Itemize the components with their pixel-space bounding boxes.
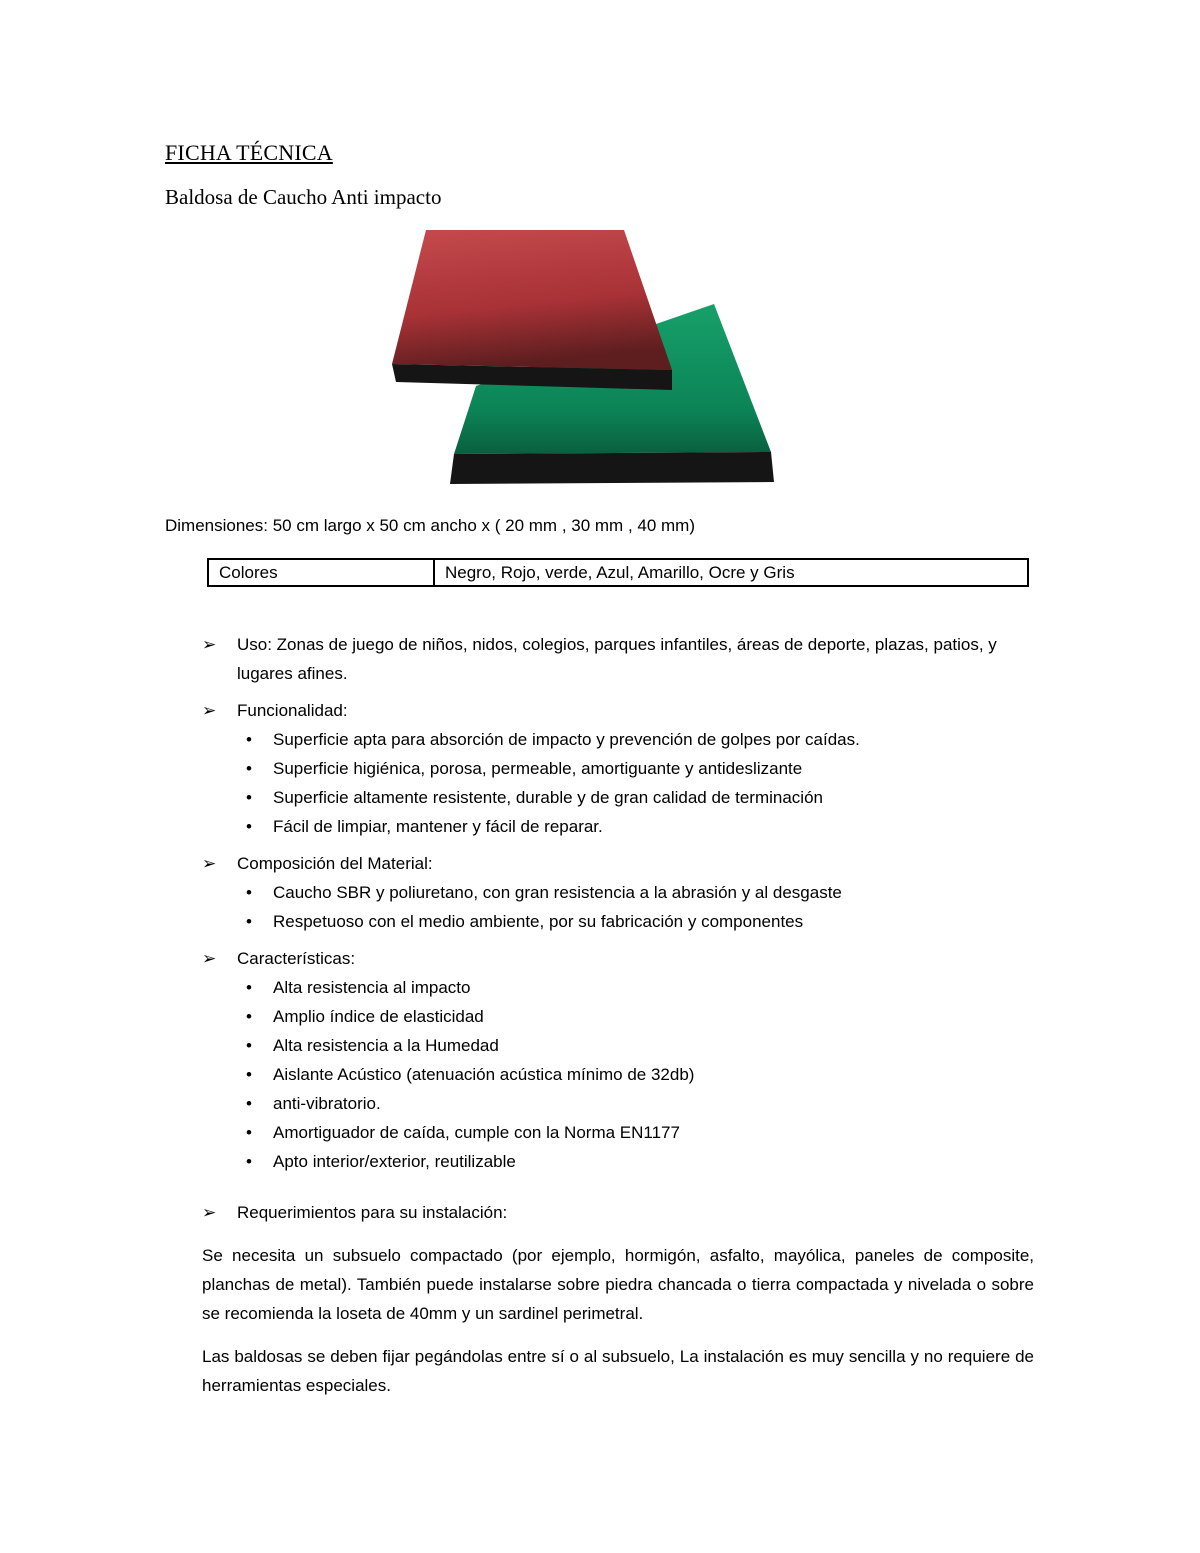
document-subtitle: Baldosa de Caucho Anti impacto <box>165 185 442 209</box>
document-title: FICHA TÉCNICA <box>165 140 333 165</box>
funcionalidad-heading: Funcionalidad: <box>237 701 348 720</box>
composicion-heading: Composición del Material: <box>237 854 433 873</box>
colors-value-cell: Negro, Rojo, verde, Azul, Amarillo, Ocre y Gris <box>434 559 1028 586</box>
arrow-bullet-icon: ➢ <box>202 949 217 968</box>
bullet-dot-icon: • <box>246 788 252 807</box>
composicion-section <box>202 849 1034 878</box>
arrow-bullet-icon: ➢ <box>202 854 217 873</box>
list-item: • Superficie higiénica, porosa, permeable, amortiguante y antideslizante <box>273 754 1034 783</box>
table-row <box>208 559 1028 586</box>
bullet-dot-icon: • <box>246 883 252 902</box>
bullet-dot-icon: • <box>246 978 252 997</box>
list-item: • Apto interior/exterior, reutilizable <box>273 1147 1034 1176</box>
bullet-dot-icon: • <box>246 730 252 749</box>
bullet-dot-icon: • <box>246 817 252 836</box>
colors-table <box>207 558 1029 587</box>
list-item: • Amplio índice de elasticidad <box>273 1002 1034 1031</box>
caracteristicas-section <box>202 944 1034 973</box>
list-item: • Caucho SBR y poliuretano, con gran resistencia a la abrasión y al desgaste <box>273 878 1034 907</box>
caracteristicas-heading: Características: <box>237 949 356 968</box>
dimensions-text: Dimensiones: 50 cm largo x 50 cm ancho x ( 20 mm , 30 mm , 40 mm) <box>165 516 696 535</box>
bullet-dot-icon: • <box>246 1094 252 1113</box>
requerimientos-heading: Requerimientos para su instalación: <box>237 1203 508 1222</box>
bullet-dot-icon: • <box>246 1036 252 1055</box>
installation-paragraph-1: Se necesita un subsuelo compactado (por ejemplo, hormigón, asfalto, mayólica, paneles de composite, planchas de metal). También puede instalarse sobre piedra chancada o tierra compactada y nivelada o sobre se recomienda la loseta de 40mm y un sardinel perimetral. <box>202 1246 1034 1323</box>
arrow-bullet-icon: ➢ <box>202 1203 217 1222</box>
list-item: • Amortiguador de caída, cumple con la Norma EN1177 <box>273 1118 1034 1147</box>
uso-text: Uso: Zonas de juego de niños, nidos, colegios, parques infantiles, áreas de deporte, plazas, patios, y lugares afines. <box>237 635 997 683</box>
uso-section <box>202 630 1034 688</box>
green-tile-edge <box>450 452 774 484</box>
list-item: • anti-vibratorio. <box>273 1089 1034 1118</box>
list-item: • Alta resistencia a la Humedad <box>273 1031 1034 1060</box>
list-item: • Superficie altamente resistente, durable y de gran calidad de terminación <box>273 783 1034 812</box>
bullet-dot-icon: • <box>246 1123 252 1142</box>
document-body <box>202 630 1034 1414</box>
list-item: • Aislante Acústico (atenuación acústica mínimo de 32db) <box>273 1060 1034 1089</box>
arrow-bullet-icon: ➢ <box>202 635 217 654</box>
bullet-dot-icon: • <box>246 759 252 778</box>
red-tile-top <box>392 230 672 370</box>
list-item: • Alta resistencia al impacto <box>273 973 1034 1002</box>
rubber-tiles-image <box>366 222 796 488</box>
bullet-dot-icon: • <box>246 1065 252 1084</box>
list-item: • Fácil de limpiar, mantener y fácil de reparar. <box>273 812 1034 841</box>
bullet-dot-icon: • <box>246 912 252 931</box>
composicion-list <box>202 878 1034 936</box>
requerimientos-section <box>202 1198 1034 1227</box>
funcionalidad-list <box>202 725 1034 841</box>
funcionalidad-section <box>202 696 1034 725</box>
list-item: • Respetuoso con el medio ambiente, por su fabricación y componentes <box>273 907 1034 936</box>
bullet-dot-icon: • <box>246 1152 252 1171</box>
list-item: • Superficie apta para absorción de impacto y prevención de golpes por caídas. <box>273 725 1034 754</box>
installation-paragraph-2: Las baldosas se deben fijar pegándolas entre sí o al subsuelo, La instalación es muy sencilla y no requiere de herramientas especiales. <box>202 1347 1034 1395</box>
spacer <box>202 1176 1034 1198</box>
caracteristicas-list <box>202 973 1034 1176</box>
colors-label-cell: Colores <box>208 559 434 586</box>
arrow-bullet-icon: ➢ <box>202 701 217 720</box>
bullet-dot-icon: • <box>246 1007 252 1026</box>
